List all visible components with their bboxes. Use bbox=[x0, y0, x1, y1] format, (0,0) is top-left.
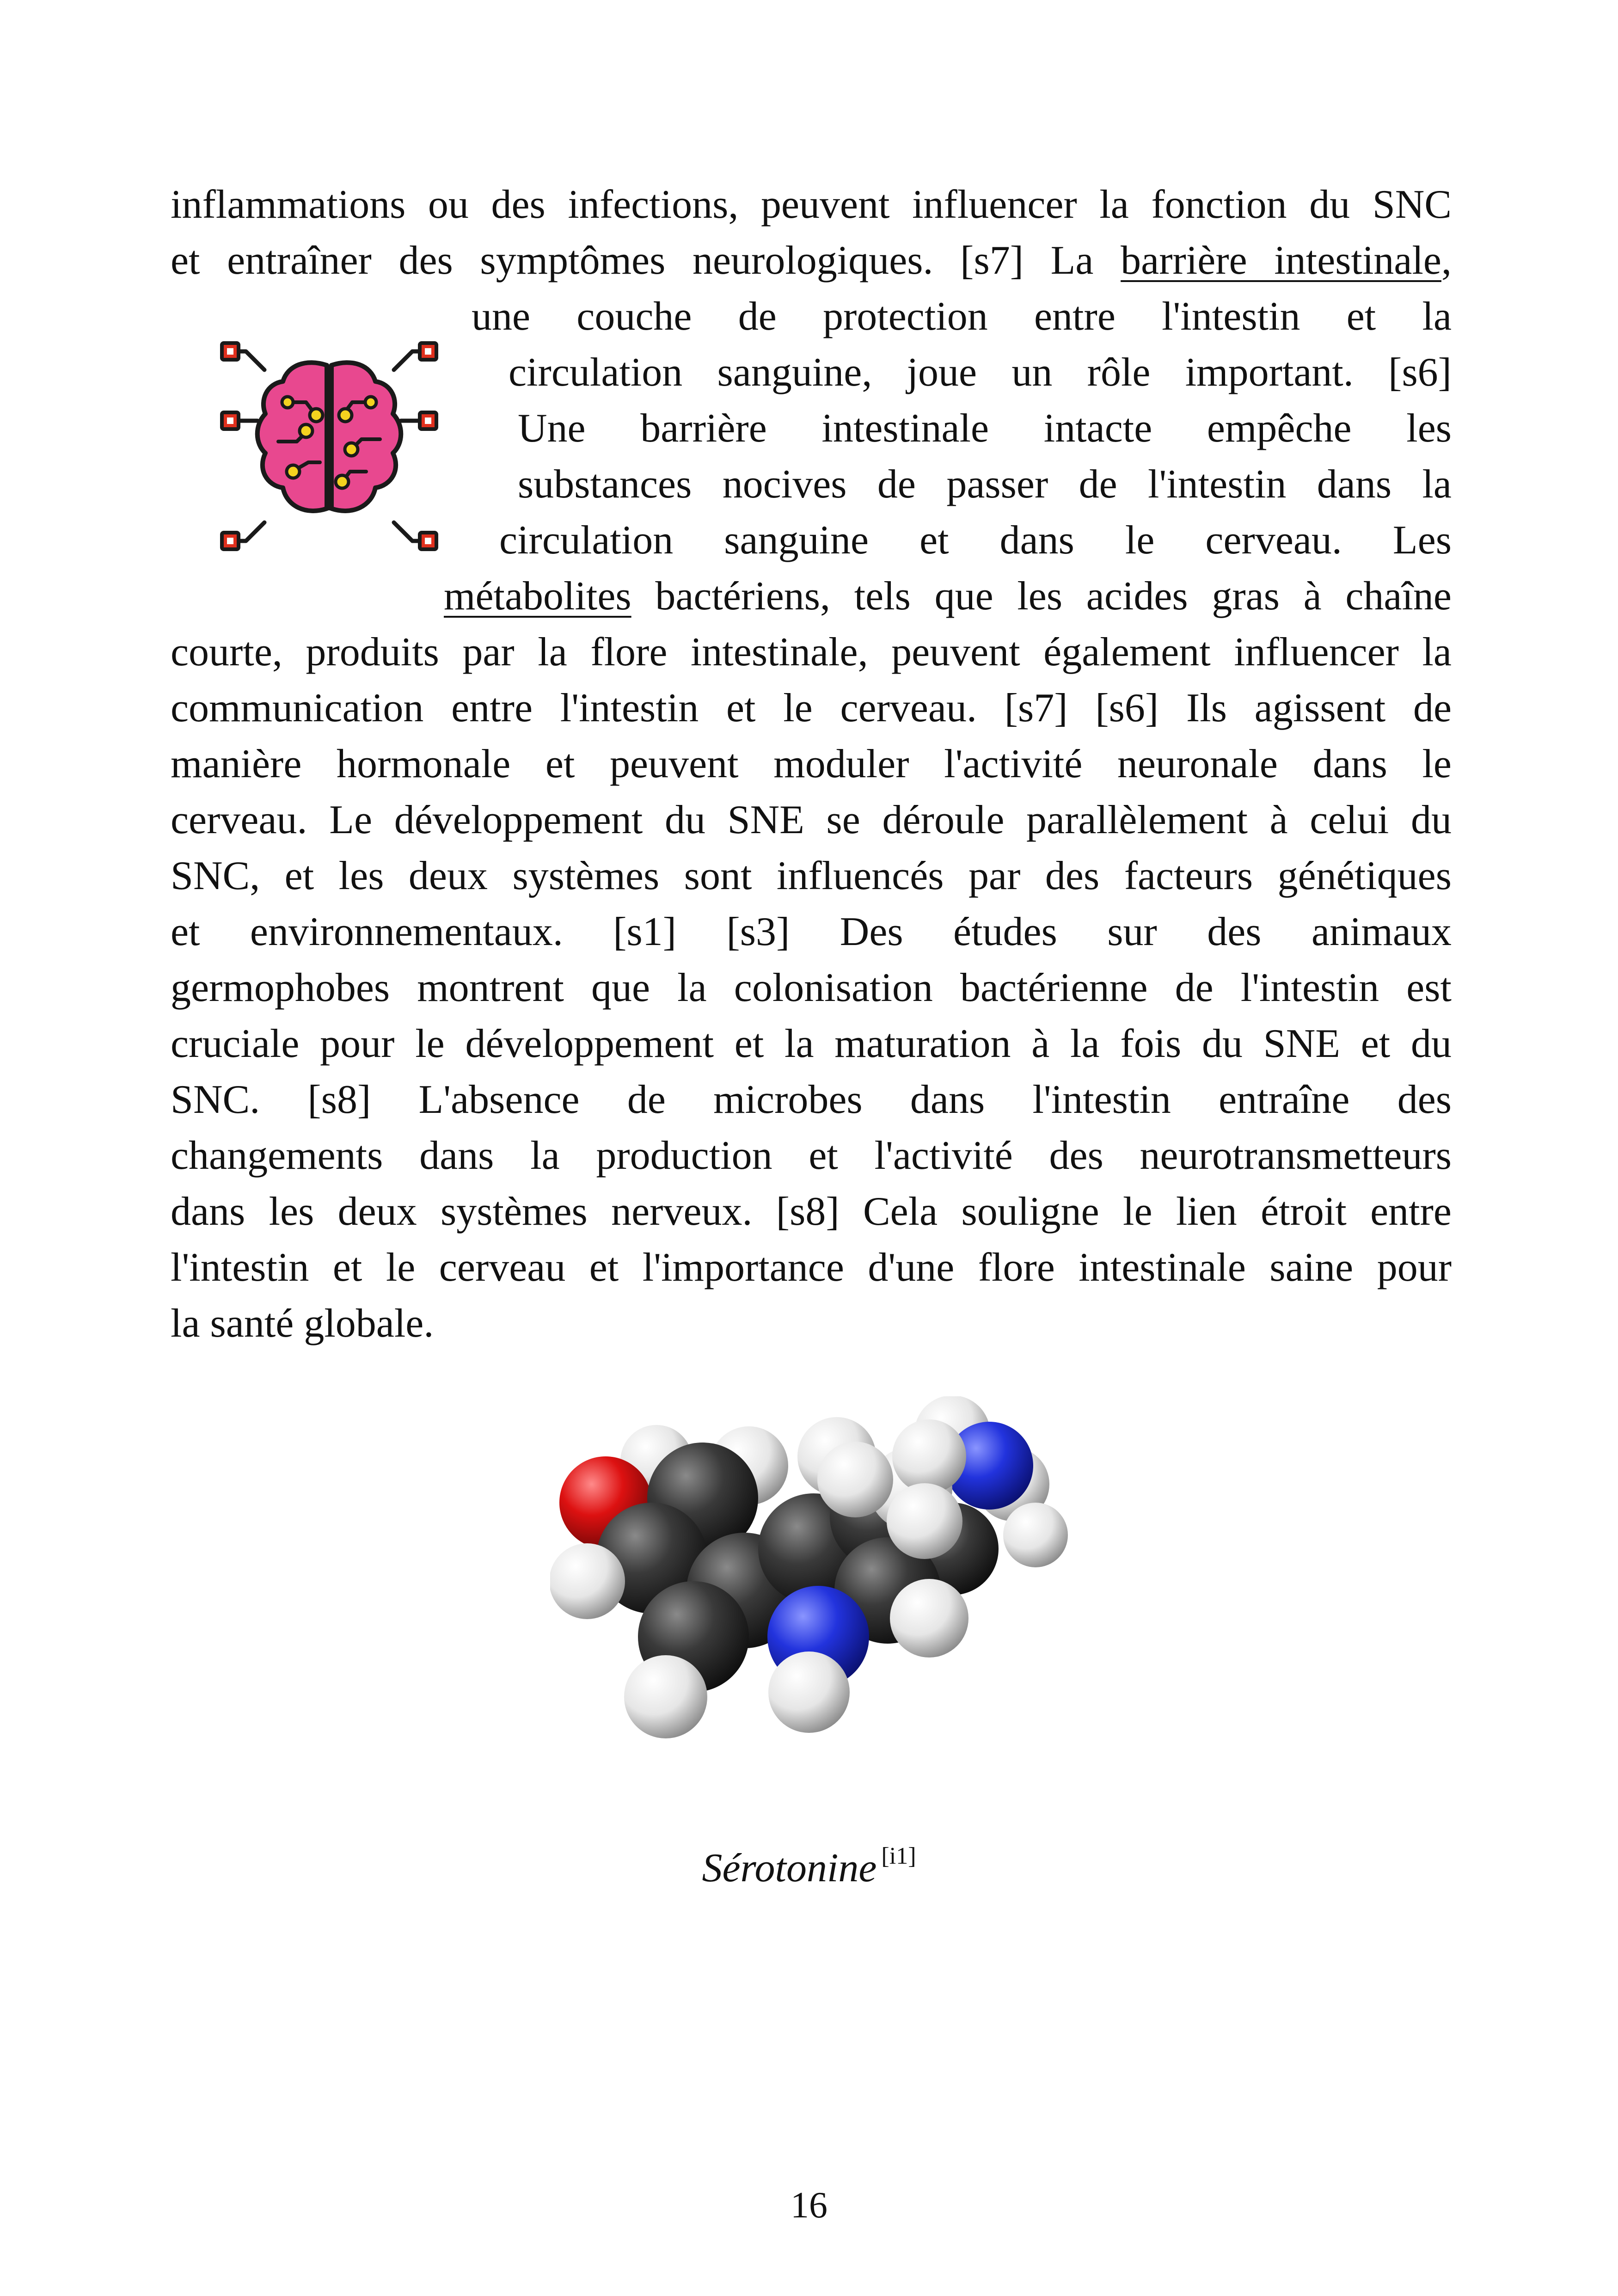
text-span: manière hormonale et peuvent moduler l'activité neuronale dans le bbox=[171, 742, 1452, 786]
caption-text: Sérotonine bbox=[702, 1846, 877, 1891]
text-span: courte, produits par la flore intestinale, peuvent également influencer la bbox=[171, 630, 1452, 675]
text-line bbox=[171, 624, 1452, 681]
text-line bbox=[171, 960, 1452, 1016]
text-span: Une barrière intestinale intacte empêche les bbox=[518, 406, 1452, 451]
text-line bbox=[171, 904, 1452, 960]
text-span: SNC. [s8] L'absence de microbes dans l'intestin entraîne des bbox=[171, 1077, 1452, 1122]
text-span: bactériens, tels que les acides gras à chaîne bbox=[631, 574, 1452, 619]
glossary-link[interactable]: métabolites bbox=[444, 574, 631, 619]
text-line bbox=[171, 1128, 1452, 1184]
text-line bbox=[171, 1184, 1452, 1240]
text-line bbox=[171, 233, 1452, 289]
text-span: et entraîner des symptômes neurologiques. [s7] La bbox=[171, 238, 1121, 283]
text-span: communication entre l'intestin et le cerveau. [s7] [s6] Ils agissent de bbox=[171, 686, 1452, 731]
text-line bbox=[444, 568, 1452, 625]
text-span: , bbox=[1441, 238, 1452, 283]
text-span: l'intestin et le cerveau et l'importance d'une flore intestinale saine pour bbox=[171, 1245, 1452, 1290]
text-span: dans les deux systèmes nerveux. [s8] Cela souligne le lien étroit entre bbox=[171, 1189, 1452, 1234]
text-span: changements dans la production et l'activité des neurotransmetteurs bbox=[171, 1133, 1452, 1178]
serotonin-molecule-image bbox=[550, 1396, 1077, 1775]
text-span: SNC, et les deux systèmes sont influencés par des facteurs génétiques bbox=[171, 853, 1452, 898]
text-line bbox=[499, 512, 1452, 569]
text-line bbox=[171, 1016, 1452, 1072]
text-line bbox=[472, 289, 1452, 345]
text-span: germophobes montrent que la colonisation bactérienne de l'intestin est bbox=[171, 965, 1452, 1010]
text-line bbox=[518, 400, 1452, 457]
text-line bbox=[171, 736, 1452, 792]
text-span: une couche de protection entre l'intestin et la bbox=[472, 294, 1452, 339]
page-number: 16 bbox=[791, 2185, 827, 2226]
text-span: substances nocives de passer de l'intestin dans la bbox=[518, 462, 1452, 507]
text-span: circulation sanguine, joue un rôle important. [s6] bbox=[509, 350, 1452, 395]
text-line bbox=[171, 177, 1452, 233]
text-line bbox=[518, 456, 1452, 513]
text-span: cerveau. Le développement du SNE se déroule parallèlement à celui du bbox=[171, 798, 1452, 842]
caption-reference: [i1] bbox=[881, 1843, 916, 1869]
text-line bbox=[171, 848, 1452, 904]
glossary-link[interactable]: barrière intestinale bbox=[1121, 238, 1441, 283]
text-line bbox=[509, 344, 1452, 401]
text-span: inflammations ou des infections, peuvent influencer la fonction du SNC bbox=[171, 182, 1452, 227]
text-line bbox=[171, 680, 1452, 737]
text-line bbox=[171, 1295, 1452, 1352]
text-span: cruciale pour le développement et la maturation à la fois du SNE et du bbox=[171, 1021, 1452, 1066]
figure-caption bbox=[0, 1831, 1618, 1894]
brain-circuit-icon bbox=[214, 333, 445, 564]
text-line bbox=[171, 1240, 1452, 1296]
text-span: la santé globale. bbox=[171, 1301, 434, 1346]
text-line bbox=[171, 792, 1452, 848]
text-span: et environnementaux. [s1] [s3] Des études sur des animaux bbox=[171, 909, 1452, 954]
text-span: circulation sanguine et dans le cerveau. Les bbox=[499, 518, 1452, 563]
text-line bbox=[171, 1072, 1452, 1128]
